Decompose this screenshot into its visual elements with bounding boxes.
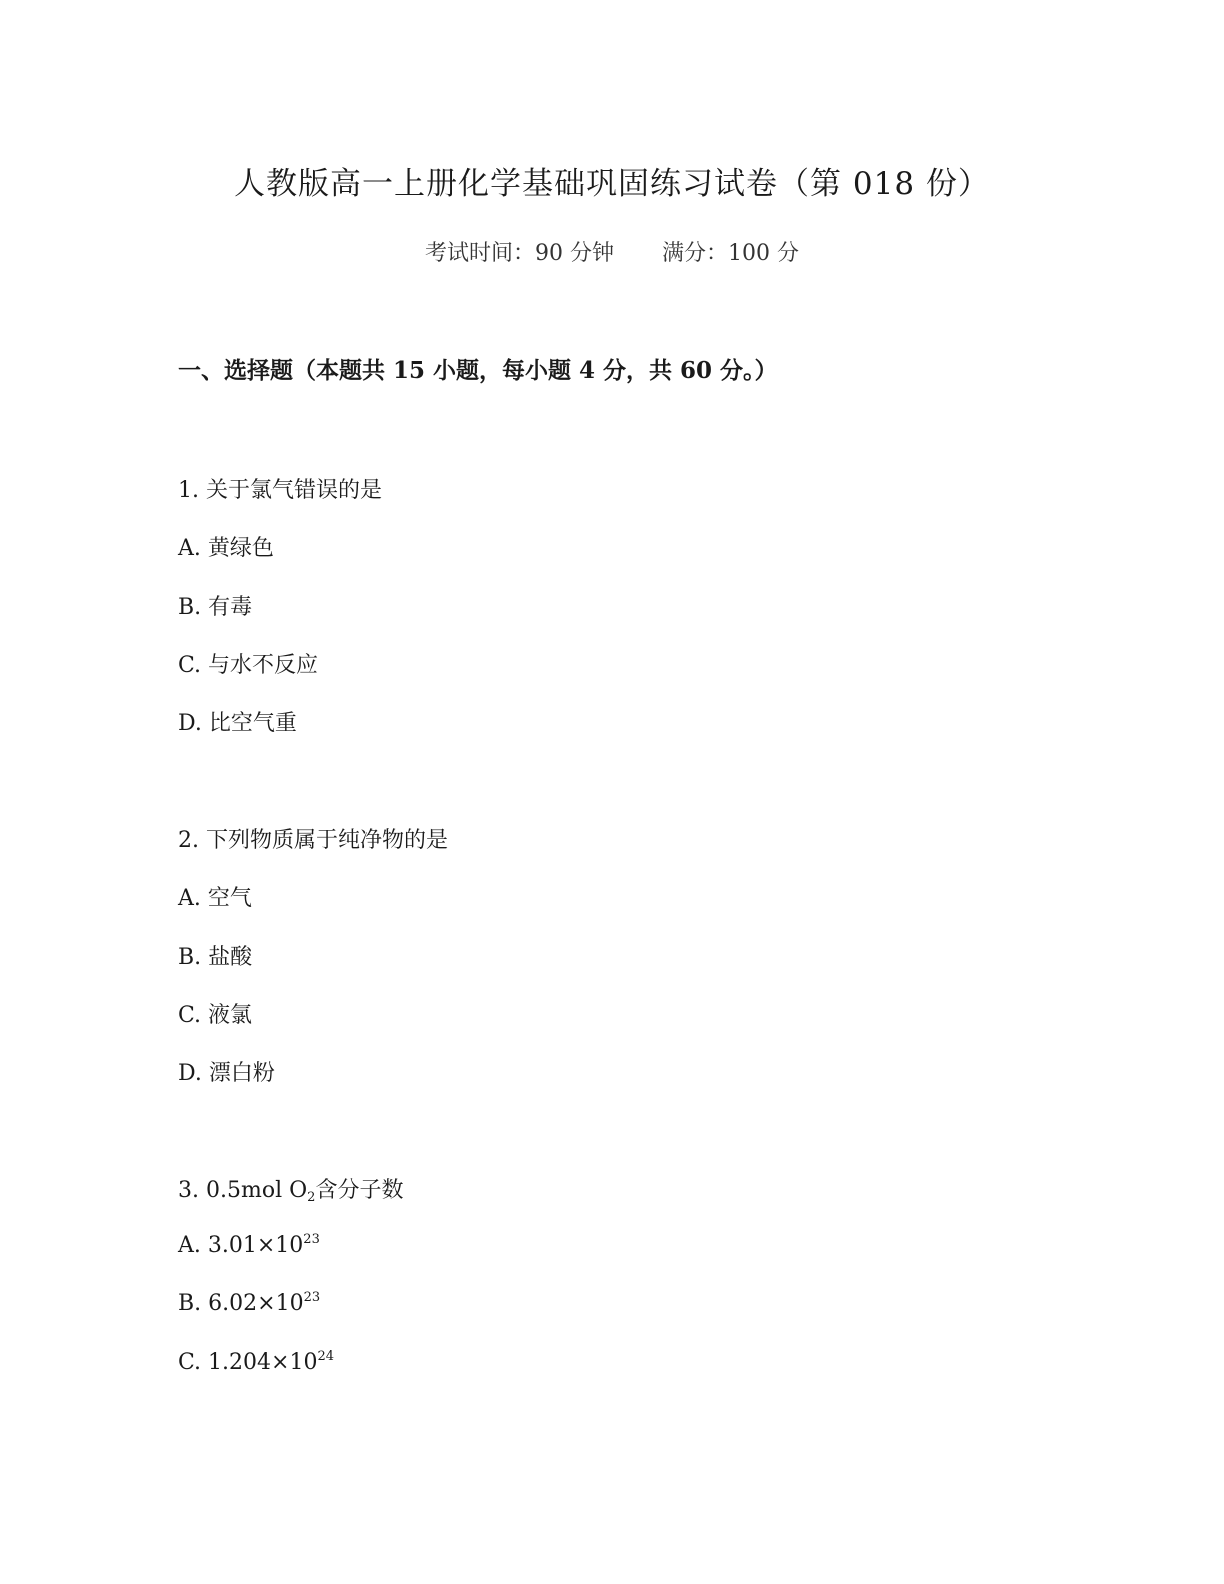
question-3-stem-suffix: 含分子数 [315, 1178, 404, 1203]
question-1-option-a: A. 黄绿色 [178, 536, 274, 561]
question-3-option-a [178, 1232, 320, 1258]
question-2-option-b: B. 盐酸 [178, 945, 253, 970]
question-2-option-a: A. 空气 [178, 886, 252, 911]
option-base: A. 3.01×10 [178, 1233, 304, 1258]
exam-score: 满分：100 分 [662, 241, 799, 266]
section-heading: 一、选择题（本题共 15 小题，每小题 4 分，共 60 分。） [178, 357, 778, 384]
option-exponent: 23 [303, 1290, 321, 1305]
question-2-option-d: D. 漂白粉 [178, 1061, 275, 1086]
question-3-stem [178, 1173, 403, 1205]
exam-time: 考试时间：90 分钟 [425, 241, 614, 266]
question-1-option-d: D. 比空气重 [178, 711, 297, 736]
question-3-stem-subscript: 2 [307, 1190, 316, 1205]
option-exponent: 24 [317, 1349, 334, 1364]
question-1-option-b: B. 有毒 [178, 595, 253, 620]
question-2-stem: 2. 下列物质属于纯净物的是 [178, 828, 448, 853]
question-3-option-b [178, 1290, 320, 1316]
question-2-option-c: C. 液氯 [178, 1003, 253, 1028]
exam-info [0, 236, 1224, 267]
option-exponent: 23 [303, 1232, 320, 1247]
question-1-stem: 1. 关于氯气错误的是 [178, 478, 382, 503]
question-3-stem-prefix: 3. 0.5mol O [178, 1178, 308, 1203]
question-3-option-c [178, 1349, 334, 1375]
question-1-option-c: C. 与水不反应 [178, 653, 319, 678]
option-base: B. 6.02×10 [178, 1291, 304, 1316]
page-title: 人教版高一上册化学基础巩固练习试卷（第 018 份） [234, 166, 990, 202]
option-base: C. 1.204×10 [178, 1350, 318, 1375]
